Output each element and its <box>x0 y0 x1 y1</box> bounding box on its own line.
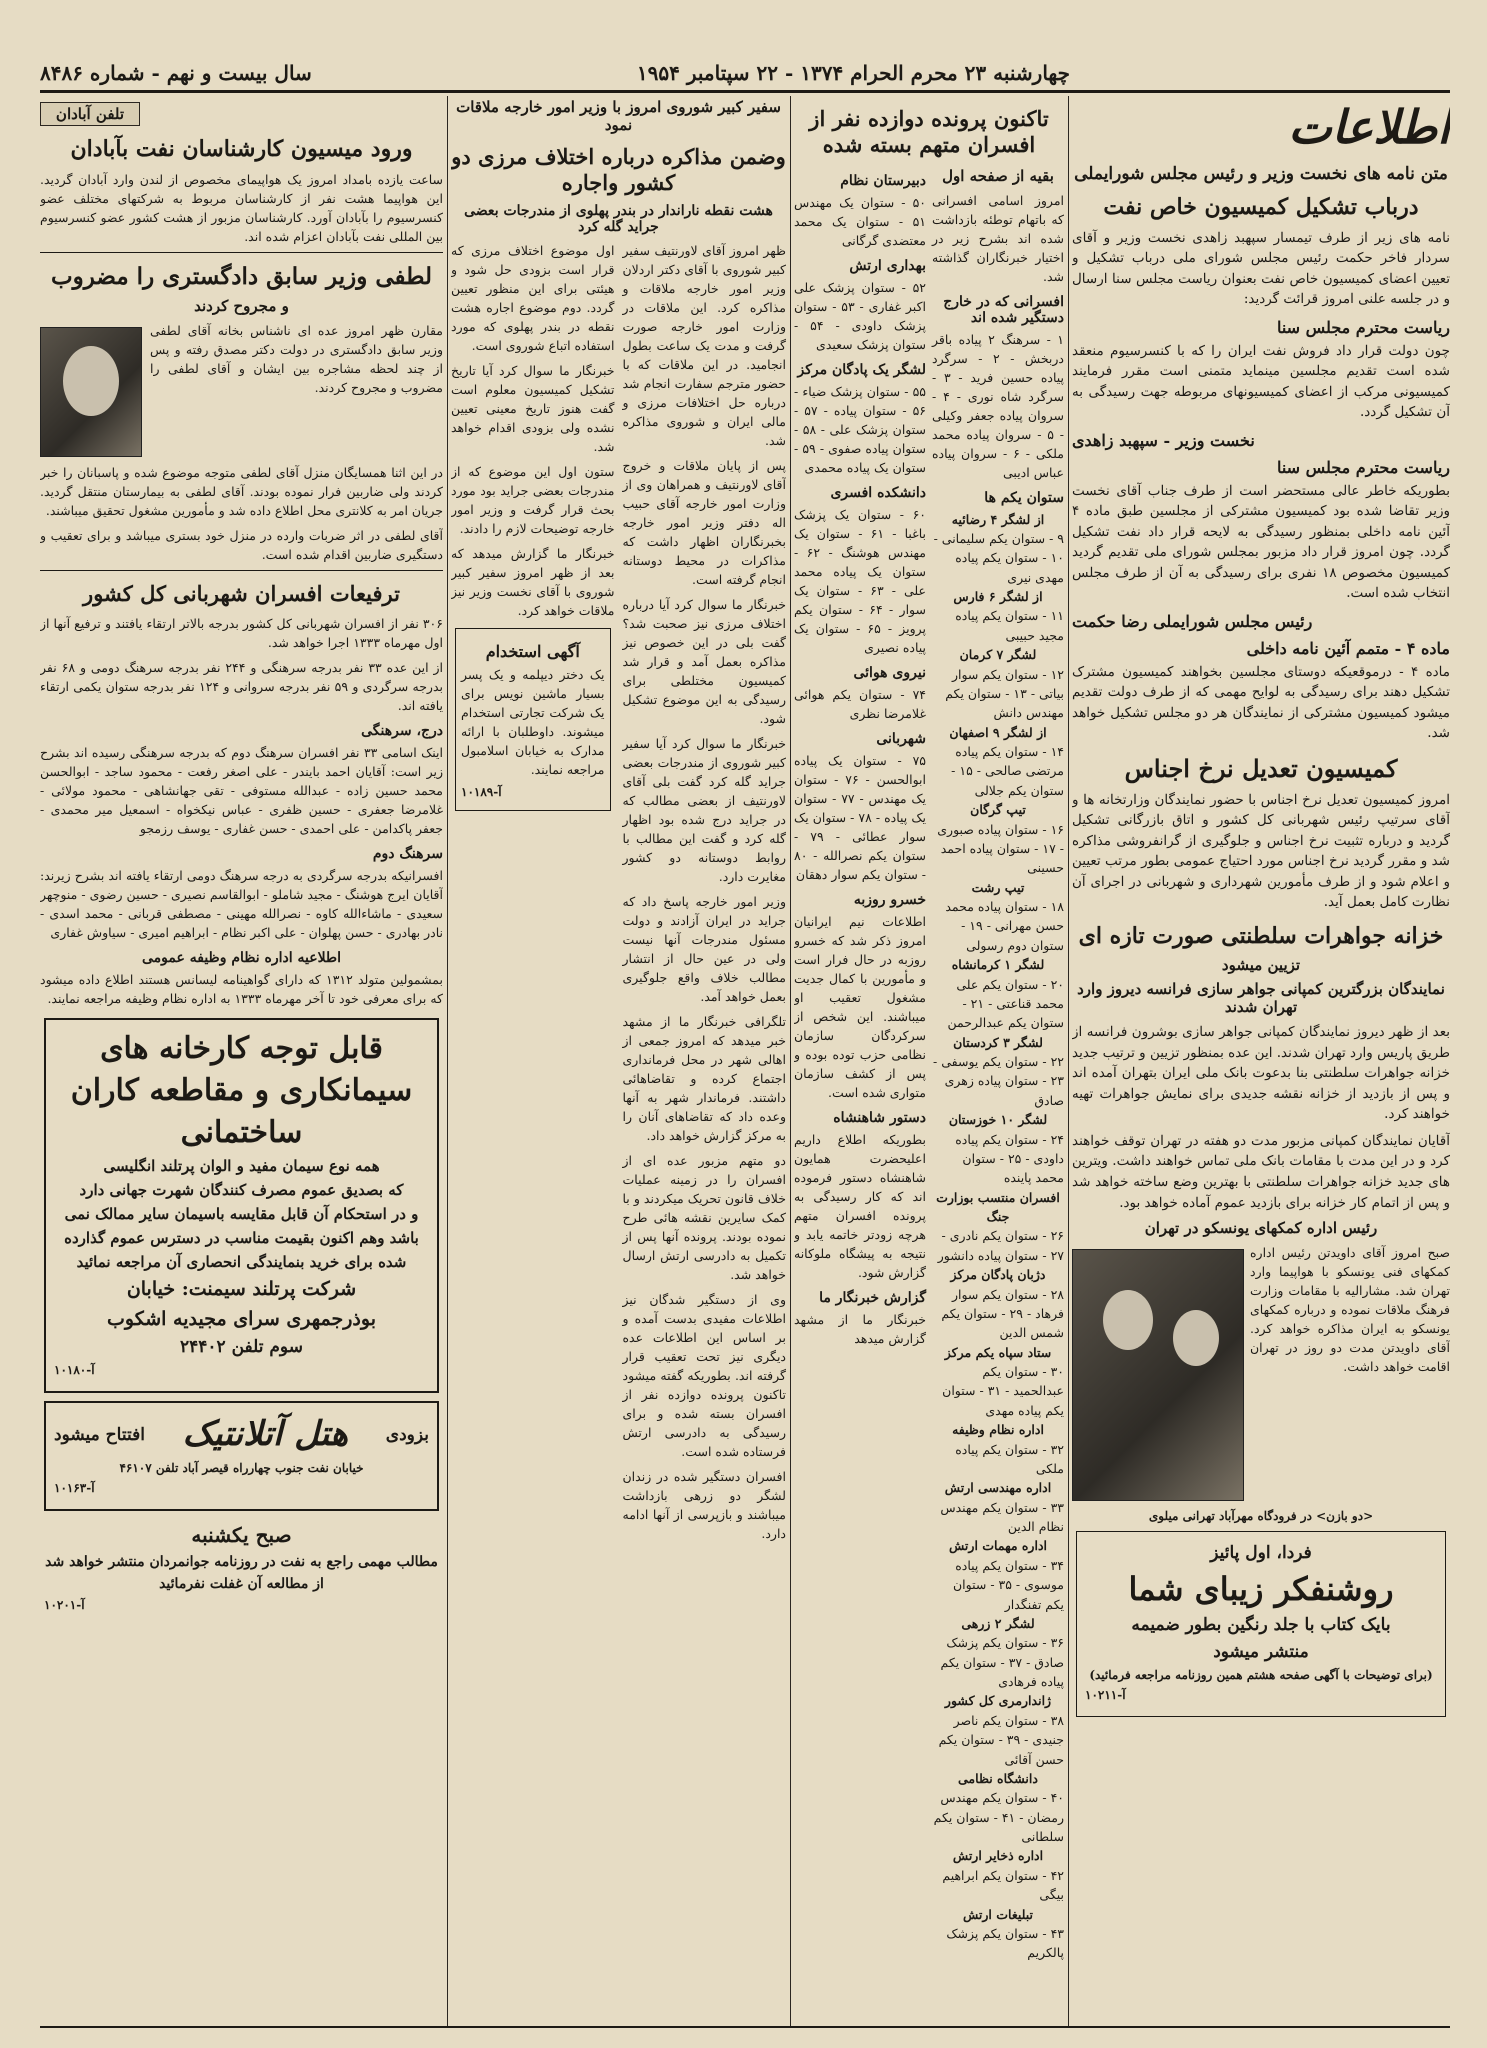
list-item: لشگر ۲ زرهی <box>961 1615 1035 1631</box>
column-rule-1 <box>1068 96 1069 2026</box>
list-item: دانشگاه نظامی <box>958 1770 1038 1786</box>
paragraph: افسران دستگیر شده در زندان لشگر دو زرهی بازداشت میباشند و بازپرسی از آنها ادامه دارد. <box>622 1468 786 1541</box>
ad-address: بوذرجمهری سرای مجیدیه اشکوب <box>107 1307 376 1330</box>
paragraph: آقای لطفی در اثر ضربات وارده در منزل خود بستری میباشد و برای تعقیب و دستگیری ضاربین اقدام شده است. <box>40 528 443 563</box>
column-right <box>1072 96 1450 2026</box>
list-item: ۹ - ستوان یکم سلیمانی - ۱۰ - ستوان یکم پیاده مهدی نیری <box>933 530 1064 585</box>
ad-title: آگهی استخدام <box>485 641 580 661</box>
list-item: اداره ذخایر ارتش <box>952 1848 1044 1864</box>
footer-rule <box>40 2026 1450 2028</box>
paragraph: ۵۰ - ستوان یک مهندس ۵۱ - ستوان یک محمد معتضدی گرگانی <box>794 194 926 248</box>
ad-code: آ-۱۰۲۰۱ <box>44 1597 85 1612</box>
cement-ad <box>44 1018 439 1394</box>
subheading: دبیرستان نظام <box>840 172 926 189</box>
list-item: ۳۴ - ستوان یکم پیاده موسوی - ۳۵ - ستوان یکم تفنگدار <box>952 1557 1064 1612</box>
paragraph: خبرنگار ما گزارش میدهد که بعد از ظهر امروز سفیر کبیر شوروی با آقای نخست وزیر نیز ملاقات خواهد کرد. <box>451 545 615 618</box>
paragraph: وزیر امور خارجه پاسخ داد که جراید در ایران آزادند و دولت مسئول مندرجات آنها نیست ولی در عین حال از انتشار مطالب خلاف واقع جلوگیری بعمل خواهد آمد. <box>622 893 786 1004</box>
headline: متن نامه های نخست وزیر و رئیس مجلس شورایملی <box>1074 164 1448 184</box>
headline: رئیس اداره کمکهای یونسکو در تهران <box>1144 1219 1378 1238</box>
list-item: اداره نظام وظیفه <box>952 1422 1044 1438</box>
paragraph: دو متهم مزبور عده ای از افسران را در زمینه عملیات خلاف قانون تحریک میکردند و با کمک سایرین نقشه هائی طرح نموده بودند. پرونده آنها پس از تکمیل به دادرسی ارتش ارسال خواهد شد. <box>622 1152 786 1282</box>
paragraph: ظهر امروز آقای لاورنتیف سفیر کبیر شوروی با آقای دکتر اردلان وزیر امور خارجه ملاقات و مذاکره کرد. این ملاقات در وزارت امور خارجه صورت گرفت و مدت یک ساعت بطول انجامید. در این ملاقات که با حضور مترجم سفارت انجام شد درباره حل اختلافات مرزی و مالی ایران و شوروی مذاکره شد. <box>622 242 786 448</box>
notice-title: صبح یکشنبه <box>191 1523 292 1548</box>
subheading: شهربانی <box>876 730 926 747</box>
list-item: تیپ رشت <box>971 879 1025 895</box>
list-item: ۱۴ - ستوان یکم پیاده مرتضی صالحی - ۱۵ - ستوان یکم جلالی <box>951 744 1064 798</box>
subheading: درج، سرهنگی <box>361 722 443 739</box>
list-item: ۲۰ - ستوان یکم علی محمد قناعتی - ۲۱ - ستوان یکم عبدالرحمن <box>947 976 1064 1031</box>
ad-company: شرکت پرتلند سیمنت: خیابان <box>126 1277 357 1300</box>
ad-line: افتتاح میشود <box>54 1424 145 1445</box>
subheading: اطلاعیه اداره نظام وظیفه عمومی <box>142 949 341 966</box>
paragraph: خبرنگار ما از مشهد گزارش میدهد <box>794 1311 926 1346</box>
paragraph: ساعت یازده بامداد امروز یک هواپیمای مخصوص از لندن وارد آبادان گردید. این هواپیما هشت نفر از کارشناسان مربوط به شرکتهای مختلف عضو کنسرسیوم را بآبادان آورد. کارشناسان مزبور از هشت کشور عضو کنسرسیوم بین المللی نفت بآبادان اعزام شده اند. <box>40 171 443 244</box>
ad-phone: سوم تلفن ۲۴۴۰۲ <box>180 1337 303 1358</box>
headline: وضمن مذاکره درباره اختلاف مرزی دو کشور واجاره <box>451 144 786 196</box>
sunday-notice <box>44 1519 439 1612</box>
headline: خزانه جواهرات سلطنتی صورت تازه ای <box>1078 922 1444 949</box>
ad-note: (برای توضیحات با آگهی صفحه هشتم همین روزنامه مراجعه فرمائید) <box>1089 1668 1433 1683</box>
officers-list-b <box>794 165 926 1963</box>
ad-code: آ-۱۰۱۶۳ <box>54 1481 95 1496</box>
ad-address: خیابان نفت جنوب چهارراه قیصر آباد تلفن ۴۶۱۰۷ <box>119 1461 364 1476</box>
paragraph: اطلاعات نیم ایرانیان امروز ذکر شد که خسرو روزبه در حال فرار است و مأمورین با کمال جدیت مشغول تعقیب او میباشند. این شخص از سرکردگان سازمان نظامی حزب توده بوده و پس از کشف سازمان متواری شده است. <box>794 913 926 1100</box>
list-item: اداره مهمات ارتش <box>949 1538 1047 1554</box>
price-commission-article <box>1072 754 1450 913</box>
news-photo <box>1072 1249 1244 1501</box>
headline: هشت نقطه ناراندار در بندر پهلوی از مندرجات بعضی جراید گله کرد <box>464 202 773 235</box>
signature: رئیس مجلس شورایملی رضا حکمت <box>1072 611 1313 631</box>
magazine-ad <box>1076 1531 1446 1717</box>
officer-lines <box>932 510 1064 1963</box>
header-rule <box>40 90 1450 93</box>
list-item: ۳۸ - ستوان یکم ناصر جنیدی - ۳۹ - ستوان یکم حسن آقائی <box>938 1712 1064 1767</box>
paragraph: پس از پایان ملاقات و خروج آقای لاورنتیف و همراهان وی از وزارت امور خارجه آقای حبیب اله دفتر وزیر امور خارجه بخبرنگاران اظهار داشت که مذاکرات در محیط دوستانه انجام گرفته است. <box>622 457 786 587</box>
list-item: ۴۲ - ستوان یکم ابراهیم بیگی <box>942 1867 1064 1903</box>
headline: ورود میسیون کارشناسان نفت بآبادان <box>70 136 413 162</box>
list-item: ۱۸ - ستوان پیاده محمد حسن مهرانی - ۱۹ - ستوان دوم رسولی <box>945 899 1064 953</box>
list-item: ۲۶ - ستوان یکم نادری - ۲۷ - ستوان پیاده دانشور <box>937 1228 1064 1263</box>
ad-code: آ-۱۰۲۱۱ <box>1085 1688 1126 1703</box>
paragraph: بمشمولین متولد ۱۳۱۲ که دارای گواهینامه لیسانس هستند اطلاع داده میشود که برای معرفی خود تا آخر مهرماه ۱۳۳۳ به اداره نظام وظیفه مراجعه نمایند. <box>40 971 443 1006</box>
list-item: ۲۸ - ستوان یکم سوار فرهاد - ۲۹ - ستوان یکم شمس الدین <box>941 1286 1064 1341</box>
headline: تزیین میشود <box>1221 956 1301 975</box>
headline: لطفی وزیر سابق دادگستری را مضروب <box>50 262 433 290</box>
list-item: تیپ گرگان <box>970 802 1026 818</box>
notice-text: مطالب مهمی راجع به نفت در روزنامه جوانمردان منتشر خواهد شد از مطالعه آن غفلت نفرمائید <box>45 1554 438 1593</box>
headline: سفیر کبیر شوروی امروز با وزیر امور خارجه ملاقات نمود <box>456 98 781 134</box>
paragraph: خبرنگار ما سوال کرد آیا سفیر کبیر شوروی از مندرجات بعضی جراید گله کرد گفت بلی آقای لاورنتیف از بعضی مطالب که در جراید درج شده بود اظهار گله کرد و گفت این مطالب با روابط دوستانه دو کشور مغایرت دارد. <box>622 735 786 884</box>
ad-line: فردا، اول پائیز <box>1210 1543 1312 1564</box>
masthead-title: اطلاعات <box>1288 100 1450 154</box>
headline: و مجروح کردند <box>194 297 289 316</box>
subheading: ستوان یکم ها <box>984 489 1064 506</box>
paragraph: ۶۰ - ستوان یک پزشک باغبا - ۶۱ - ستوان یک مهندس هوشنگ - ۶۲ - ستوان یک پیاده محمد علی - ۶۳ - ستوان یک سوار - ۶۴ - ستوان یکم پرویز - ۶۵ - ستوان یک پیاده نصیری <box>794 506 927 655</box>
paragraph: امروز اسامی افسرانی که باتهام توطئه بازداشت شده اند بشرح زیر در اختیار خبرنگاران گذاشته شد. <box>932 192 1064 284</box>
paragraph: بطوریکه خاطر عالی مستحضر است از طرف جناب آقای نخست وزیر تقاضا شده بود کمیسیون مشترکی از مجلسین طبق ماده ۴ آئین نامه داخلی بمنظور رسیدگی به لایحه قرار داد نفت تشکیل گردد. چون امروز قرار داد مزبور بمجلس شورای ملی تقدیم گردید کمیسیون مخصوص ۱۸ نفری برای رسیدگی به آن از طرف مجلس انتخاب شده است. <box>1072 482 1450 602</box>
paragraph: ۵۲ - ستوان پزشک علی اکبر غفاری - ۵۳ - ستوان پزشک داودی - ۵۴ - ستوان پزشک سعیدی <box>794 279 926 352</box>
officers-list-a <box>932 165 1064 1963</box>
list-item: ژاندارمری کل کشور <box>944 1693 1052 1709</box>
list-item: از لشگر ۶ فارس <box>953 589 1043 604</box>
hotel-ad <box>44 1401 439 1511</box>
subheading: گزارش خبرنگار ما <box>819 1289 926 1306</box>
issue-number: سال بیست و نهم - شماره ۸۴۸۶ <box>40 61 312 85</box>
oil-commission-article <box>1072 164 1450 744</box>
headline: درباب تشکیل کمیسیون خاص نفت <box>1103 194 1419 220</box>
list-item: ۱۱ - ستوان یکم پیاده مجید حبیبی <box>955 608 1064 643</box>
paragraph: بطوریکه اطلاع داریم اعلیحضرت همایون شاهنشاه دستور فرموده اند که کار رسیدگی به پرونده افسران متهم هرچه زودتر خاتمه یابد و نتیجه به پیشگاه ملوکانه گزارش شود. <box>794 1131 926 1280</box>
subheading: ریاست محترم مجلس سنا <box>1276 317 1450 337</box>
list-item: از لشگر ۴ رضائیه <box>951 511 1045 527</box>
paragraph: صبح امروز آقای داویدتن رئیس اداره کمکهای فنی یونسکو با هواپیما وارد تهران شد. مشارالیه با مقامات وزارت فرهنگ ملاقات نموده و درباره کمکهای یونسکو به ایران مذاکره خواهد کرد. آقای داویدتن مدت دو روز در تهران اقامت خواهد داشت. <box>1250 1245 1450 1375</box>
subheading: افسرانی که در خارج دستگیر شده اند <box>943 293 1064 326</box>
paragraph: اینک اسامی ۳۳ نفر افسران سرهنگ دوم که بدرجه سرهنگی رسیده اند بشرح زیر است: آقایان احمد بایندر - علی اصغر رفعت - محمود ساجد - ابوالحسن محمد حسین زاده - عبدالله مستوفی - تقی جهانشاهی - محمود مولائی - غلامرضا جعفری - حسین ظفری - عباس نیکخواه - اسمعیل میر محمدی - جعفر پاکدامن - علی احمدی - حسن غفاری - یوسف رزمجو <box>40 744 443 836</box>
subheading: نیروی هوائی <box>853 664 926 681</box>
subheading: سرهنگ دوم <box>372 845 443 862</box>
column-left <box>40 96 443 2026</box>
employment-ad <box>455 628 611 811</box>
column-center-left <box>451 96 786 2026</box>
list-item: لشگر ۱۰ خوزستان <box>948 1112 1048 1128</box>
column-center-right <box>794 96 1064 2026</box>
list-item: لشگر ۳ کردستان <box>953 1034 1043 1050</box>
ad-code: آ-۱۰۱۸۹ <box>461 784 502 799</box>
crown-jewels-article <box>1072 923 1450 1213</box>
paragraph: اول موضوع اختلاف مرزی که قرار است بزودی حل شود و هیئتی برای این منظور تعیین گردد. دوم موضوع اجاره هشت نقطه در بندر پهلوی که مورد استفاده اتباع شوروی است. <box>451 242 615 353</box>
ad-line: شده برای خرید بنمایندگی انحصاری آن مراجعه نمائید <box>76 1252 407 1271</box>
paragraph: چون دولت قرار داد فروش نفت ایران را که با کنسرسیوم منعقد شده است تقدیم مجلسین مینماید متمنی است مقرر فرمایند کمیسیونی مرکب از اعضای کمیسیونهای مربوطه جهت رسیدگی به آن تشکیل گردد. <box>1072 342 1450 421</box>
subheading: خسرو روزبه <box>853 891 926 908</box>
list-item: ۳۰ - ستوان یکم عبدالحمید - ۳۱ - ستوان یکم پیاده مهدی <box>942 1364 1064 1418</box>
paragraph: ۷۵ - ستوان یک پیاده ابوالحسن - ۷۶ - ستوان یک مهندس - ۷۷ - ستوان یک پیاده - ۷۸ - ستوان یک سوار عطائی - ۷۹ - ستوان یکم نصرالله - ۸۰ - ستوان یکم سوار دهقان <box>794 752 926 882</box>
subheading: لشگر یک پادگان مرکز <box>797 361 926 378</box>
paragraph: امروز کمیسیون تعدیل نرخ اجناس با حضور نمایندگان وزارتخانه ها و آقای سرتیپ رئیس شهربانی کل کشور و اتاق بازرگانی تشکیل گردید و درباره تثبیت نرخ اجناس و جلوگیری از گرانفروشی مذاکره شد و مقرر گردید نرخ اجناس مورد احتیاج عمومی بطور مرتب تعیین و اعلام شود و از طرف مأمورین شهرداری و شهربانی در اجرای آن نظارت کامل بعمل آید. <box>1072 791 1450 911</box>
photo-caption: <دو بازن> در فرودگاه مهرآباد تهرانی میلوی <box>1148 1509 1374 1524</box>
ad-line: بایک کتاب با جلد رنگین بطور ضمیمه <box>1131 1615 1391 1635</box>
list-item: ۳۲ - ستوان یکم پیاده ملکی <box>955 1441 1064 1476</box>
list-item: ۲۴ - ستوان یکم پیاده داودی - ۲۵ - ستوان محمد پاینده <box>955 1131 1064 1186</box>
ad-title: قابل توجه کارخانه های <box>100 1030 383 1066</box>
headline: ترفیعات افسران شهربانی کل کشور <box>83 581 400 607</box>
subheading: ماده ۴ - متمم آئین نامه داخلی <box>1246 638 1450 658</box>
list-item: ۱۲ - ستوان یکم سوار بیاتی - ۱۳ - ستوان یکم مهندس دانش <box>945 666 1064 721</box>
hotel-name: هتل آتلانتیک <box>182 1414 349 1455</box>
list-item: ۳۶ - ستوان یکم پزشک صادق - ۳۷ - ستوان یکم پیاده فرهادی <box>940 1635 1064 1689</box>
paragraph: ماده ۴ - درموقعیکه دوستای مجلسین بخواهند کمیسیون مشترک تشکیل دهند برای رسیدگی به لوایح مهمی که از طرف دولت تقدیم میشود کمیسیون مشترکی از نمایندگان هر دو مجلس تشکیل خواهد شد. <box>1072 663 1450 742</box>
subheading: بقیه از صفحه اول <box>942 166 1054 185</box>
list-item: لشگر ۱ کرمانشاه <box>951 957 1045 973</box>
headline: کمیسیون تعدیل نرخ اجناس <box>1124 753 1398 783</box>
paragraph: بعد از ظهر دیروز نمایندگان کمپانی جواهر سازی بوشرون فرانسه از طریق پاریس وارد تهران شدند. این عده بمنظور تزیین و ترتیب جدید خزانه جواهرات سلطنتی بنا بدعوت بانک ملی ایران بتهران آمده اند و پس از بازدید از خزانه نقشه جدیدی برای نمایش جواهرات تهیه خواهند کرد. <box>1072 1024 1450 1123</box>
paragraph: خبرنگار ما سوال کرد آیا درباره اختلاف مرزی نیز صحبت شد؟ گفت بلی در این خصوص نیز مذاکره بعمل آمد و قرار شد کمیسیون مختلطی برای رسیدگی به این موضوع تشکیل شود. <box>622 596 786 726</box>
subheading: نمایندگان بزرگترین کمپانی جواهر سازی فرانسه دیروز وارد تهران شدند <box>1077 980 1445 1017</box>
paragraph: آقایان نمایندگان کمپانی مزبور مدت دو هفته در تهران توقف خواهند کرد و در این مدت با مقامات بانک ملی تماس خواهند داشت. ویترین های جدید خزانه جواهرات سلطنتی با بهترین وضع ساخته خواهد شد و پس از اتمام کار خزانه برای بازدید عموم آماده خواهد بود. <box>1072 1132 1450 1211</box>
list-item: ۴۰ - ستوان یکم مهندس رمضان - ۴۱ - ستوان یکم سلطانی <box>933 1790 1064 1844</box>
ad-title: روشنفکر زیبای شما <box>1128 1570 1394 1609</box>
paragraph: ۱ - سرهنگ ۲ پیاده باقر دربخش - ۲ - سرگرد پیاده حسین فرید - ۳ - سرگرد شاه نوری - ۴ - سروان پیاده جعفر وکیلی - ۵ - سروان پیاده محمد ملکی - ۶ - سروان پیاده عباس ادیبی <box>932 331 1064 480</box>
ad-title: سیمانکاری و مقاطعه کاران <box>70 1072 413 1108</box>
section-label: تلفن آبادان <box>40 102 140 126</box>
ad-line: و در استحکام آن قابل مقایسه باسیمان سایر ممالک نمی <box>64 1204 419 1223</box>
ad-line: همه نوع سیمان مفید و الوان پرتلند انگلیسی <box>103 1156 380 1175</box>
paragraph: ۷۴ - ستوان یکم هوائی غلامرضا نظری <box>794 686 926 721</box>
paragraph: ستون اول این موضوع که از مندرجات بعضی جراید بود مورد بحث قرار گرفت و وزیر امور خارجه توضیحات لازم را دادند. <box>451 463 615 536</box>
list-item: ستاد سپاه یکم مرکز <box>944 1344 1052 1360</box>
ad-line: که بصدیق عموم مصرف کنندگان شهرت جهانی دارد <box>79 1180 404 1199</box>
paragraph: وی از دستگیر شدگان نیز اطلاعات مفیدی بدست آمده و بر اساس این اطلاعات عده دیگری نیز تحت تعقیب قرار گرفته اند. بطوریکه گفته میشود تاکنون پرونده دوازده نفر از افسران بسته شده و برای رسیدگی به دادرسی ارتش فرستاده شده است. <box>622 1291 786 1459</box>
paragraph: نامه های زیر از طرف تیمسار سپهبد زاهدی نخست وزیر و آقای سردار فاخر حکمت رئیس مجلس شورای ملی درباب تشکیل و تعیین اعضای کمیسیون خاص نفت بعنوان ریاست مجلس سنا ارسال و در جلسه علنی امروز قرائت گردید: <box>1072 229 1450 308</box>
paragraph: در این اثنا همسایگان منزل آقای لطفی متوجه موضوع شده و پاسبانان را خبر کردند ولی ضاربین فرار نموده بودند. آقای لطفی به بیمارستان منتقل گردید. جریان امر به کلانتری محل اطلاع داده شد و مأمورین مشغول تحقیق میباشند. <box>40 465 443 519</box>
list-item: ۱۶ - ستوان پیاده صبوری - ۱۷ - ستوان پیاده احمد حسینی <box>937 821 1064 876</box>
list-item: لشگر ۷ کرمان <box>959 647 1037 663</box>
paragraph: از این عده ۳۳ نفر بدرجه سرهنگی و ۲۴۴ نفر بدرجه سرهنگ دومی و ۶۸ نفر بدرجه سرگردی و ۵۹ نفر بدرجه سروانی و ۱۲۴ نفر بدرجه ستوان یکمی ارتقاء یافته اند. <box>40 659 443 713</box>
list-item: تبلیغات ارتش <box>962 1906 1034 1922</box>
paragraph: ۳۰۶ نفر از افسران شهربانی کل کشور بدرجه بالاتر ارتقاء یافتند و ترفیع آنها از اول مهرماه ۱۳۳۳ اجرا خواهد شد. <box>40 615 443 650</box>
list-item: ۳۳ - ستوان یکم مهندس نظام الدین <box>940 1499 1064 1534</box>
subheading: دانشکده افسری <box>830 484 926 501</box>
paragraph: مقارن ظهر امروز عده ای ناشناس بخانه آقای لطفی وزیر سابق دادگستری در دولت دکتر مصدق رفته و پس از چند لحظه مشاجره بین ایشان و آقای لطفی را مضروب و مجروح کردند. <box>150 323 443 396</box>
ad-title: ساختمانی <box>180 1114 303 1150</box>
ad-text: یک دختر دیپلمه و یک پسر بسیار ماشین نویس برای یک شرکت تجارتی استخدام میشوند. داوطلبان با ارائه مدارک به خیابان اسلامبول مراجعه نمایند. <box>461 666 605 777</box>
divider <box>40 252 443 253</box>
issue-header-line <box>40 56 1450 90</box>
list-item: از لشگر ۹ اصفهان <box>949 724 1047 740</box>
signature: نخست وزیر - سپهبد زاهدی <box>1072 430 1255 450</box>
portrait-photo <box>40 327 142 457</box>
ad-line: منتشر میشود <box>1213 1642 1309 1663</box>
list-item: افسران منتسب بوزارت جنگ <box>936 1189 1060 1224</box>
ad-line: باشد وهم اکنون بقیمت مناسب در دسترس عموم گذارده <box>64 1228 419 1247</box>
divider <box>40 570 443 571</box>
column-rule-3 <box>447 96 448 2026</box>
subheading: دستور شاهنشاه <box>833 1109 926 1126</box>
paragraph: تلگرافی خبرنگار ما از مشهد خبر میدهد که امروز جمعی از اهالی شهر در محل فرمانداری اجتماع کرده و تقاضاهائی داشتند. فرماندار شهر به آنها وعده داد که تقاضاهای آنان را به مرکز گزارش خواهد داد. <box>622 1013 786 1143</box>
ad-line: بزودی <box>385 1424 429 1445</box>
list-item: اداره مهندسی ارتش <box>944 1480 1052 1496</box>
list-item: ۲۲ - ستوان یکم یوسفی - ۲۳ - ستوان پیاده زهری صادق <box>933 1054 1064 1108</box>
unesco-article <box>1072 1219 1450 1523</box>
paragraph: ۵۵ - ستوان پزشک ضیاء - ۵۶ - ستوان پیاده - ۵۷ - ستوان پزشک علی - ۵۸ - ستوان پیاده صفوی - ۵۹ - ستوان یک پیاده محمدی <box>794 383 927 475</box>
list-item: ۴۳ - ستوان یکم پزشک پالکریم <box>946 1925 1064 1961</box>
column-rule-2 <box>790 96 791 2026</box>
paragraph: خبرنگار ما سوال کرد آیا تاریخ تشکیل کمیسیون معلوم است گفت هنوز تاریخ معینی تعیین نشده ولی بزودی اقدام خواهد شد. <box>451 362 615 454</box>
paragraph: افسرانیکه بدرجه سرگردی به درجه سرهنگ دومی ارتقاء یافته اند بشرح زیرند: آقایان ایرج هوشنگ - مجید شاملو - ابوالقاسم نصیری - حسین رضوی - منوچهر سعیدی - ماشاءالله کاوه - نصرالله مهینی - مصطفی قربانی - محمد اسدی - نادر بهادری - حسن پهلوان - علی اکبر نظام - ابراهیم امیری - سیاوش غفاری <box>40 867 443 940</box>
subheading: بهداری ارتش <box>849 257 926 274</box>
ad-code: آ-۱۰۱۸۰ <box>54 1363 95 1378</box>
headline: تاکنون پرونده دوازده نفر از افسران متهم بسته شده <box>809 106 1049 158</box>
issue-date: چهارشنبه ۲۳ محرم الحرام ۱۳۷۴ - ۲۲ سپتامبر ۱۹۵۴ <box>636 61 1070 85</box>
list-item: دژبان پادگان مرکز <box>950 1267 1046 1283</box>
subheading: ریاست محترم مجلس سنا <box>1276 457 1450 477</box>
